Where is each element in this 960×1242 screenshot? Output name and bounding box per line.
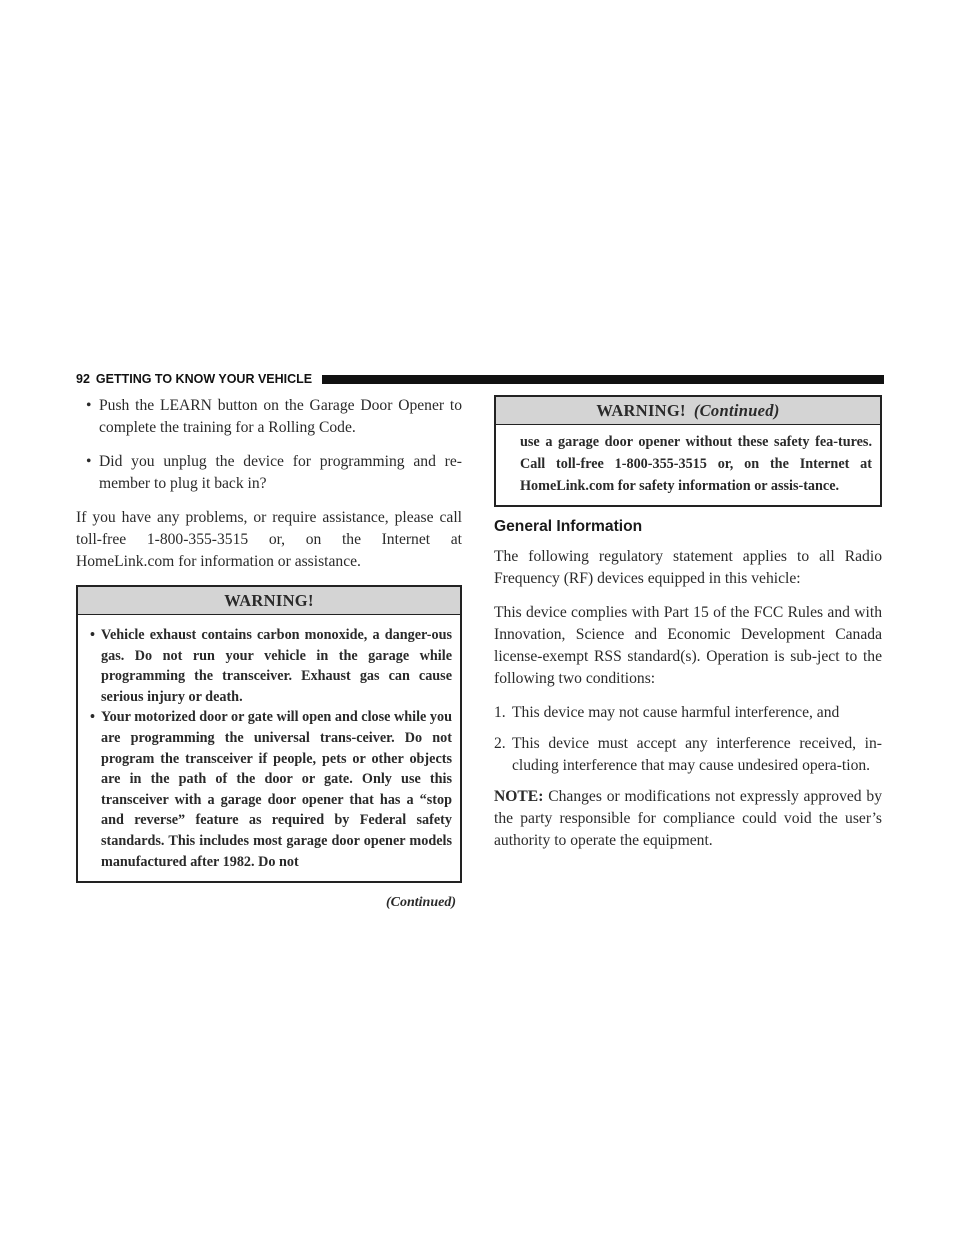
bullet-dot-icon: • <box>86 397 92 414</box>
numbered-item: 1. This device may not cause harmful interference, and <box>494 702 882 724</box>
warning-box-continued <box>494 395 882 507</box>
item-number: 2. <box>494 735 506 752</box>
left-column <box>76 395 462 914</box>
continued-label: (Continued) <box>385 895 456 911</box>
numbered-item: 2. This device must accept any interference received, in-cluding interference that may cause undesired opera-tion. <box>494 735 882 774</box>
bullet-item: • Push the LEARN button on the Garage Door Opener to complete the training for a Rolling Code. <box>86 397 462 436</box>
paragraph: This device complies with Part 15 of the FCC Rules and with Innovation, Science and Economic Development Canada license-exempt RSS standard(s). Operation is sub-ject to the following two conditions: <box>494 604 882 687</box>
header-rule <box>322 375 884 384</box>
warning-title: WARNING! (Continued) <box>496 397 880 425</box>
warning-box <box>76 585 462 883</box>
warning-body <box>496 425 880 505</box>
warning-item: • Vehicle exhaust contains carbon monoxide, a danger-ous gas. Do not run your vehicle in the garage while programming the transceiver. Exhaust gas can cause serious injury or death. <box>90 627 452 705</box>
warning-title: WARNING! <box>78 587 460 615</box>
page-header-text <box>76 372 318 386</box>
bullet-dot-icon: • <box>90 709 95 726</box>
page-header <box>76 371 884 387</box>
bullet-item: • Did you unplug the device for programming and re-member to plug it back in? <box>86 453 462 492</box>
page-number: 92 <box>76 372 90 386</box>
section-title: GETTING TO KNOW YOUR VEHICLE <box>95 372 313 386</box>
bullet-dot-icon: • <box>90 627 95 643</box>
section-heading: General Information <box>494 518 643 535</box>
bullet-dot-icon: • <box>86 453 92 470</box>
note-paragraph <box>494 786 882 852</box>
item-number: 1. <box>494 704 506 721</box>
warning-text: use a garage door opener without these safety fea-tures. Call toll-free 1-800-355-3515 or, on the Internet at HomeLink.com for safety information or assis-tance. <box>520 434 872 494</box>
warning-item: • Your motorized door or gate will open and close while you are programming the universal trans-ceiver. Do not program the transceiver if people, pets or other objects are in the path of the door or gate. Only use this transceiver with a garage door opener that has a “stop and reverse” feature as required by Federal safety standards. This includes most garage door opener models manufactured after 1982. Do not <box>90 709 452 870</box>
right-column <box>494 395 882 864</box>
note-label: NOTE: <box>494 788 544 805</box>
warning-title-continued: (Continued) <box>693 401 780 420</box>
assistance-paragraph: If you have any problems, or require assistance, please call toll-free 1-800-355-3515 or, on the Internet at HomeLink.com for information or assistance. <box>76 509 462 570</box>
paragraph: The following regulatory statement applies to all Radio Frequency (RF) devices equipped in this vehicle: <box>494 548 882 587</box>
note-text: Changes or modifications not expressly approved by the party responsible for compliance could void the user’s authority to operate the equipment. <box>494 788 882 849</box>
warning-body <box>78 615 460 881</box>
